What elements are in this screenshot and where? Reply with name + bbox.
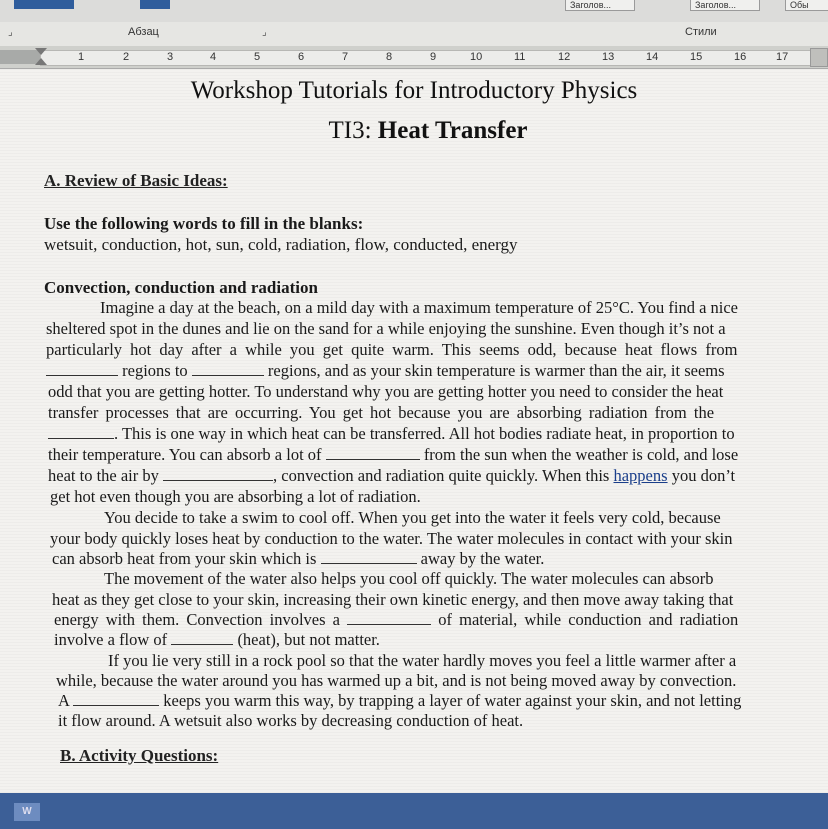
text-fragment: from the sun when the weather is cold, and lose [423, 445, 739, 464]
text-line [52, 549, 544, 569]
text-line: get hot even though you are absorbing a lot of radiation. [50, 487, 421, 506]
ruler-toggle-button[interactable] [810, 48, 828, 67]
text-line: The movement of the water also helps you cool off quickly. The water molecules can absorb [104, 569, 714, 588]
ruler-number: 4 [210, 51, 217, 63]
ruler-number: 16 [734, 51, 747, 63]
text-line: odd that you are getting hotter. To understand why you are getting hotter you need to consider the heat [48, 382, 724, 401]
ruler-number: 7 [342, 51, 349, 63]
ruler-number: 5 [254, 51, 261, 63]
fill-blank[interactable] [171, 630, 233, 645]
subtitle-code: TI3: [328, 117, 372, 144]
hanging-indent-marker[interactable] [35, 58, 47, 65]
text-fragment: energy with them. Convection involves a [54, 610, 340, 629]
ruler-margin [0, 50, 40, 64]
document-title: Workshop Tutorials for Introductory Physics [190, 77, 638, 104]
ruler-number: 11 [514, 51, 526, 63]
fill-blank[interactable] [192, 361, 264, 376]
ribbon-top-strip [0, 0, 828, 23]
spellcheck-link[interactable]: happens [613, 466, 668, 485]
first-line-indent-marker[interactable] [35, 48, 47, 55]
text-line: it flow around. A wetsuit also works by decreasing conduction of heat. [58, 711, 524, 730]
word-list: wetsuit, conduction, hot, sun, cold, radiation, flow, conducted, energy [44, 235, 518, 254]
text-line [46, 361, 725, 381]
fill-blank[interactable] [163, 466, 273, 481]
text-line: If you lie very still in a rock pool so that the water hardly moves you feel a little warmer after a [108, 651, 737, 670]
ruler-number: 3 [167, 51, 174, 63]
subtitle-name: Heat Transfer [377, 117, 528, 144]
instructions: Use the following words to fill in the blanks: [44, 214, 364, 233]
text-line: your body quickly loses heat by conduction to the water. The water molecules in contact with your skin [50, 529, 733, 548]
fill-blank[interactable] [48, 424, 114, 439]
ruler-number: 14 [646, 51, 659, 63]
dialog-launcher-icon[interactable]: ⌟ [8, 27, 13, 38]
style-heading-2[interactable]: Заголов... [690, 0, 760, 11]
document-subtitle [0, 117, 828, 145]
ruler-number: 1 [78, 51, 85, 63]
fill-blank[interactable] [321, 549, 417, 564]
taskbar [0, 793, 828, 829]
text-line [54, 630, 380, 650]
fill-blank[interactable] [326, 445, 420, 460]
ruler-number: 10 [470, 51, 483, 63]
text-line [48, 466, 735, 486]
text-fragment: . This is one way in which heat can be transferred. All hot bodies radiate heat, in proportion to [114, 424, 735, 443]
paragraph-group-label: Абзац [128, 26, 159, 38]
text-line [48, 424, 735, 444]
text-line: particularly hot day after a while you get quite warm. This seems odd, because heat flows from [46, 340, 738, 359]
ribbon-accent [140, 0, 170, 9]
ribbon-accent [14, 0, 74, 9]
text-fragment: keeps you warm this way, by trapping a layer of water against your skin, and not letting [163, 691, 742, 710]
word-app-icon[interactable]: W [14, 803, 40, 821]
ruler-number: 15 [690, 51, 703, 63]
text-fragment: of material, while conduction and radiation [438, 610, 739, 629]
text-fragment: A [58, 691, 70, 710]
ruler-number: 17 [776, 51, 789, 63]
subheading: Convection, conduction and radiation [44, 278, 318, 297]
text-fragment: (heat), but not matter. [237, 630, 380, 649]
text-fragment: away by the water. [420, 549, 545, 568]
text-line [54, 610, 738, 630]
text-line: sheltered spot in the dunes and lie on the sand for a while enjoying the sunshine. Even though it’s not a [46, 319, 726, 338]
text-line: transfer processes that are occurring. You get hot because you are absorbing radiation from the [48, 403, 715, 422]
style-normal[interactable]: Обы [785, 0, 828, 11]
text-line [58, 691, 741, 711]
section-a-heading: A. Review of Basic Ideas: [44, 171, 228, 190]
horizontal-ruler[interactable] [0, 46, 828, 69]
text-fragment: can absorb heat from your skin which is [52, 549, 317, 568]
ruler-number: 12 [558, 51, 571, 63]
text-fragment: you don’t [671, 466, 736, 485]
text-line: while, because the water around you has warmed up a bit, and is not being moved away by convection. [56, 671, 737, 690]
ruler-number: 8 [386, 51, 393, 63]
ribbon-group-labels [0, 22, 828, 47]
text-fragment: their temperature. You can absorb a lot of [48, 445, 322, 464]
ruler-number: 2 [123, 51, 130, 63]
text-fragment: regions, and as your skin temperature is warmer than the air, it seems [267, 361, 725, 380]
text-fragment: , convection and radiation quite quickly. When this [273, 466, 610, 485]
text-line: Imagine a day at the beach, on a mild day with a maximum temperature of 25°C. You find a nice [100, 298, 739, 317]
style-heading-1[interactable]: Заголов... [565, 0, 635, 11]
paragraph-launcher-icon[interactable]: ⌟ [262, 27, 267, 38]
section-b-heading: B. Activity Questions: [60, 746, 219, 765]
fill-blank[interactable] [73, 691, 159, 706]
text-line: You decide to take a swim to cool off. When you get into the water it feels very cold, because [104, 508, 721, 527]
text-line: heat as they get close to your skin, increasing their own kinetic energy, and then move away taking that [52, 590, 734, 609]
text-fragment: involve a flow of [54, 630, 168, 649]
fill-blank[interactable] [46, 361, 118, 376]
styles-group-label: Стили [685, 26, 717, 38]
document-page[interactable] [0, 69, 828, 793]
text-line [48, 445, 738, 465]
ruler-number: 9 [430, 51, 437, 63]
text-fragment: heat to the air by [48, 466, 159, 485]
text-fragment: regions to [122, 361, 188, 380]
ruler-number: 13 [602, 51, 615, 63]
ruler-number: 6 [298, 51, 305, 63]
fill-blank[interactable] [347, 610, 431, 625]
